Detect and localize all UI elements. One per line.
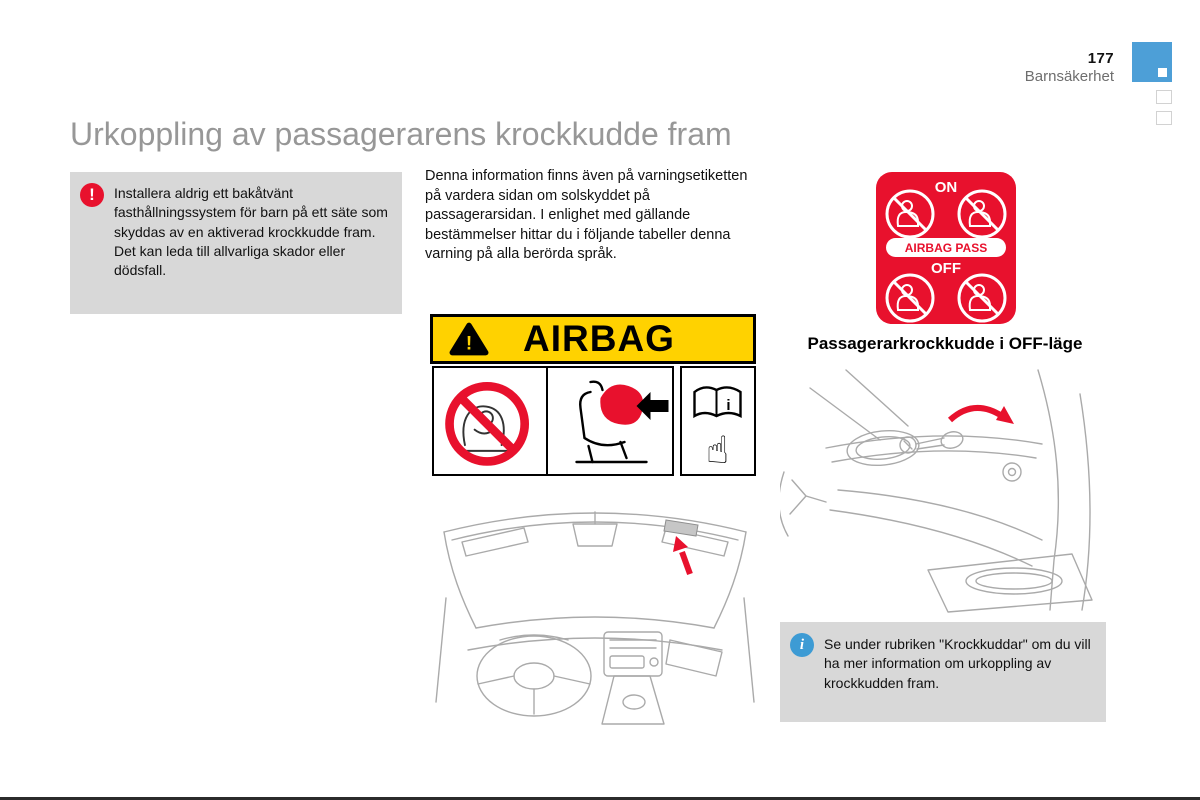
airbag-deploy-icon	[548, 368, 672, 474]
info-icon: i	[790, 633, 814, 657]
placeholder-square-1	[1156, 90, 1172, 104]
airbag-label-header	[430, 314, 756, 364]
info-box	[780, 622, 1106, 722]
airbag-title: AIRBAG	[523, 318, 675, 359]
blue-corner-notch	[1158, 68, 1167, 77]
airbag-deploy-panel	[546, 366, 674, 476]
placeholder-square-2	[1156, 111, 1172, 125]
on-text: ON	[934, 179, 958, 196]
key-rotation-arrow	[950, 406, 1014, 424]
page-title: Urkoppling av passagerarens krockkudde fram	[70, 116, 732, 152]
no-rear-child-seat-icon	[434, 368, 546, 474]
page-header	[1025, 50, 1114, 85]
airbag-label-pictograms	[430, 366, 756, 476]
dashboard-switch-illustration	[780, 368, 1110, 613]
manual-reference-panel	[680, 366, 756, 476]
warning-box	[70, 172, 402, 314]
warning-icon: !	[80, 183, 104, 207]
blue-corner-icon	[1132, 42, 1172, 82]
no-rear-child-seat-panel	[432, 366, 548, 476]
off-label-caption: Passagerarkrockkudde i OFF-läge	[807, 334, 1083, 353]
off-text: OFF	[931, 260, 961, 277]
warning-triangle-icon	[449, 321, 489, 357]
page-number: 177	[1087, 50, 1114, 67]
warning-text: Installera aldrig ett bakåtvänt fasthållningssystem för barn på ett säte som skyddas av en aktiverad krockkudde fram. Det kan leda till allvarliga skador eller dödsfall.	[114, 185, 388, 279]
airbag-blob	[600, 385, 643, 425]
book-info-letter: i	[726, 397, 731, 414]
manual-reference-icon	[682, 368, 754, 474]
section-label: Barnsäkerhet	[1024, 68, 1114, 85]
intro-paragraph: Denna information finns även på varningsetiketten på vardera sidan om solskyddet på passagerarsidan. I enlighet med gällande bestämmelser hittar du i följande tabeller denna varning på alla berörda språk.	[425, 168, 748, 263]
airbag-pass-text: AIRBAG PASS	[904, 241, 988, 255]
pointing-hand-icon: ☝	[705, 430, 730, 472]
airbag-off-label	[876, 172, 1016, 324]
red-arrow-to-visor-label	[673, 536, 690, 574]
info-text: Se under rubriken "Krockkuddar" om du vill ha mer information om urkoppling av krockkudden fram.	[824, 636, 1091, 691]
triangle-exclamation: !	[465, 333, 473, 355]
car-interior-illustration	[430, 478, 760, 730]
airbag-warning-label	[430, 314, 756, 476]
visor-warning-label	[664, 520, 698, 536]
